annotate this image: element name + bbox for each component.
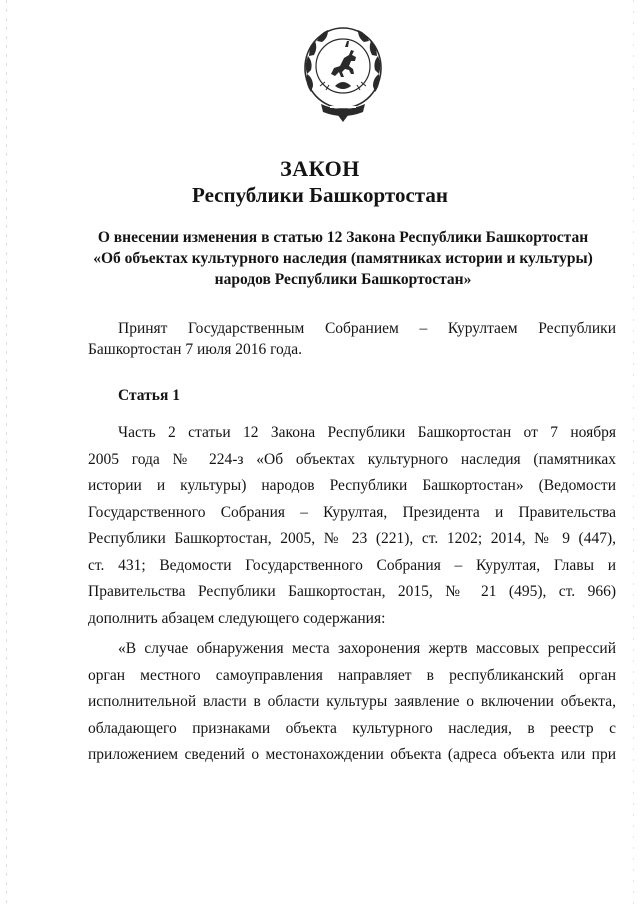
paragraph-line: приложением сведений о местонахождении объекта (адреса объекта или при: [88, 746, 616, 763]
paragraph-line: истории и культуры) народов Республики Башкортостан» (Ведомости: [88, 477, 616, 494]
paragraph-line: Республики Башкортостан, 2005, № 23 (221), ст. 1202; 2014, № 9 (447),: [88, 530, 616, 547]
document-title: ЗАКОН: [280, 156, 360, 181]
paragraph-line: Государственного Собрания – Курултая, Президента и Правительства: [88, 503, 616, 521]
paragraph-line: орган местного самоуправления направляет в республиканский орган: [88, 666, 616, 684]
adoption-statement: Принят Государственным Собранием – Курултаем Республики Башкортостан 7 июля 2016 года.: [88, 320, 616, 358]
subject-line: О внесении изменения в статью 12 Закона Республики Башкортостан: [97, 229, 589, 246]
coat-of-arms-icon: [301, 22, 385, 126]
paragraph-line: дополнить абзацем следующего содержания:: [88, 609, 386, 627]
paragraph-line: «В случае обнаружения места захоронения жертв массовых репрессий: [118, 640, 616, 657]
title-block: [0, 156, 640, 208]
document-subtitle: Республики Башкортостан: [192, 183, 448, 207]
paragraph-line: Правительства Республики Башкортостан, 2015, № 21 (495), ст. 966): [88, 583, 616, 600]
article-heading: Статья 1: [118, 387, 180, 404]
paragraph-line: Часть 2 статьи 12 Закона Республики Башкортостан от 7 ноября: [118, 424, 616, 441]
scan-edge-left: [6, 0, 7, 905]
paragraph-line: обладающего признаками объекта культурного наследия, в реестр с: [88, 719, 616, 737]
subject-line: народов Республики Башкортостан»: [214, 271, 472, 288]
scan-edge-right: [633, 0, 634, 905]
paragraph-line: исполнительной власти в области культуры заявление о включении объекта,: [88, 693, 616, 710]
paragraph-line: ст. 431; Ведомости Государственного Собрания – Курултая, Главы и: [88, 556, 616, 574]
paragraph-line: 2005 года № 224-з «Об объектах культурного наследия (памятниках: [88, 450, 616, 468]
law-subject: [70, 227, 616, 290]
article-body: [88, 420, 616, 769]
subject-line: «Об объектах культурного наследия (памятниках истории и культуры): [93, 250, 593, 267]
